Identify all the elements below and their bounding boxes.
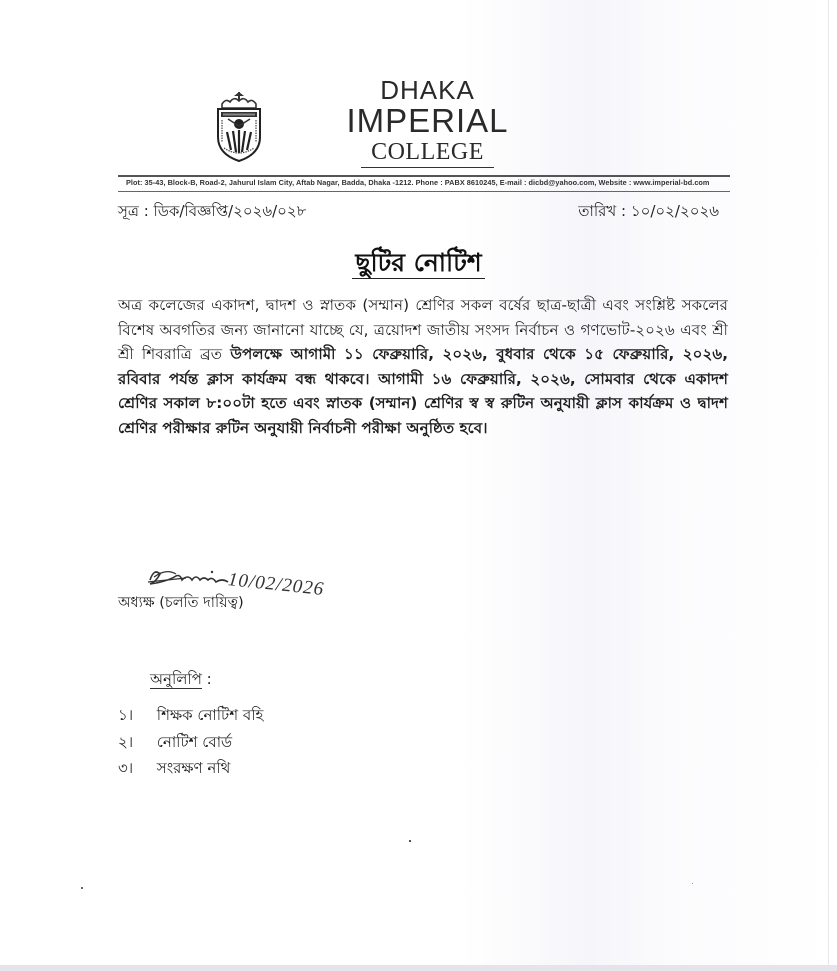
- notice-title-wrap: [0, 243, 837, 286]
- notice-body-text: অত্র কলেজের একাদশ, দ্বাদশ ও স্নাতক (সম্মান) শ্রেণির সকল বর্ষের ছাত্র-ছাত্রী এবং সংশ্লিষ্ট সকলের বিশেষ অবগতির জন্য জানানো যাচ্ছে যে, ত্রয়োদশ জাতীয় সংসদ নির্বাচন ও গণভোট-২০২৬ এবং শ্রী শ্রী শিবরাত্রি ব্রত: [118, 296, 728, 363]
- signature-date: 10/02/2026: [226, 569, 326, 601]
- list-item-number: ২।: [118, 732, 134, 751]
- date-value: ১০/০২/২০২৬: [630, 202, 719, 220]
- list-item-number: ১।: [118, 706, 134, 724]
- college-name-line3: COLLEGE: [361, 138, 494, 168]
- signatory-designation: অধ্যক্ষ (চলতি দায়িত্ব): [118, 595, 244, 611]
- reference-label: সূত্র :: [118, 202, 149, 220]
- notice-body-emphasis: উপলক্ষে আগামী ১১ ফেব্রুয়ারি, ২০২৬, বুধবার থেকে ১৫ ফেব্রুয়ারি, ২০২৬, রবিবার পর্যন্ত ক্লাস কার্যক্রম বন্ধ থাকবে। আগামী ১৬ ফেব্রুয়ারি, ২০২৬, সোমবার থেকে একাদশ শ্রেণির সকাল ৮:০০টা হতে এবং স্নাতক (সম্মান) শ্রেণির স্ব স্ব রুটিন অনুযায়ী ক্লাস কার্যক্রম ও দ্বাদশ শ্রেণির পরীক্ষার রুটিন অনুযায়ী নির্বাচনী পরীক্ষা অনুষ্ঠিত হবে।: [118, 345, 729, 437]
- list-item-label: সংরক্ষণ নথি: [156, 759, 231, 777]
- date-label: তারিখ :: [578, 202, 627, 220]
- scan-speck: [409, 840, 411, 842]
- address-bar: [118, 175, 730, 192]
- notice-body: [118, 293, 728, 440]
- list-item: [118, 702, 263, 729]
- page-edge: [828, 0, 829, 965]
- list-item-label: নোটিশ বোর্ড: [156, 732, 233, 751]
- reference-number: [118, 200, 306, 225]
- page-edge-bottom: [0, 965, 837, 971]
- college-name-line1: DHAKA: [380, 75, 475, 105]
- copies-list: [118, 702, 263, 782]
- college-name-line2: IMPERIAL: [346, 102, 509, 139]
- notice-title: ছুটির নোটিশ: [352, 248, 484, 279]
- list-item-number: ৩।: [118, 759, 134, 777]
- scan-speck: [692, 883, 693, 884]
- copies-heading-colon: :: [201, 670, 212, 688]
- notice-date: [578, 200, 719, 225]
- copies-heading-label: অনুলিপি: [150, 670, 202, 688]
- list-item: [118, 729, 263, 756]
- address-text: Plot: 35-43, Block-B, Road-2, Jahurul Islam City, Aftab Nagar, Badda, Dhaka -1212. Phone : PABX 8610245, E-mail : dicbd@yahoo.com, Website : www.imperial-bd.com: [126, 178, 710, 187]
- reference-value: ডিক/বিজ্ঞপ্তি/২০২৬/০২৮: [153, 202, 307, 220]
- list-item-label: শিক্ষক নোটিশ বহি: [156, 706, 264, 724]
- list-item: [118, 755, 263, 782]
- college-name: [340, 76, 515, 168]
- scan-speck: [81, 887, 83, 889]
- college-crest-icon: [214, 92, 264, 162]
- copies-heading: [150, 668, 212, 693]
